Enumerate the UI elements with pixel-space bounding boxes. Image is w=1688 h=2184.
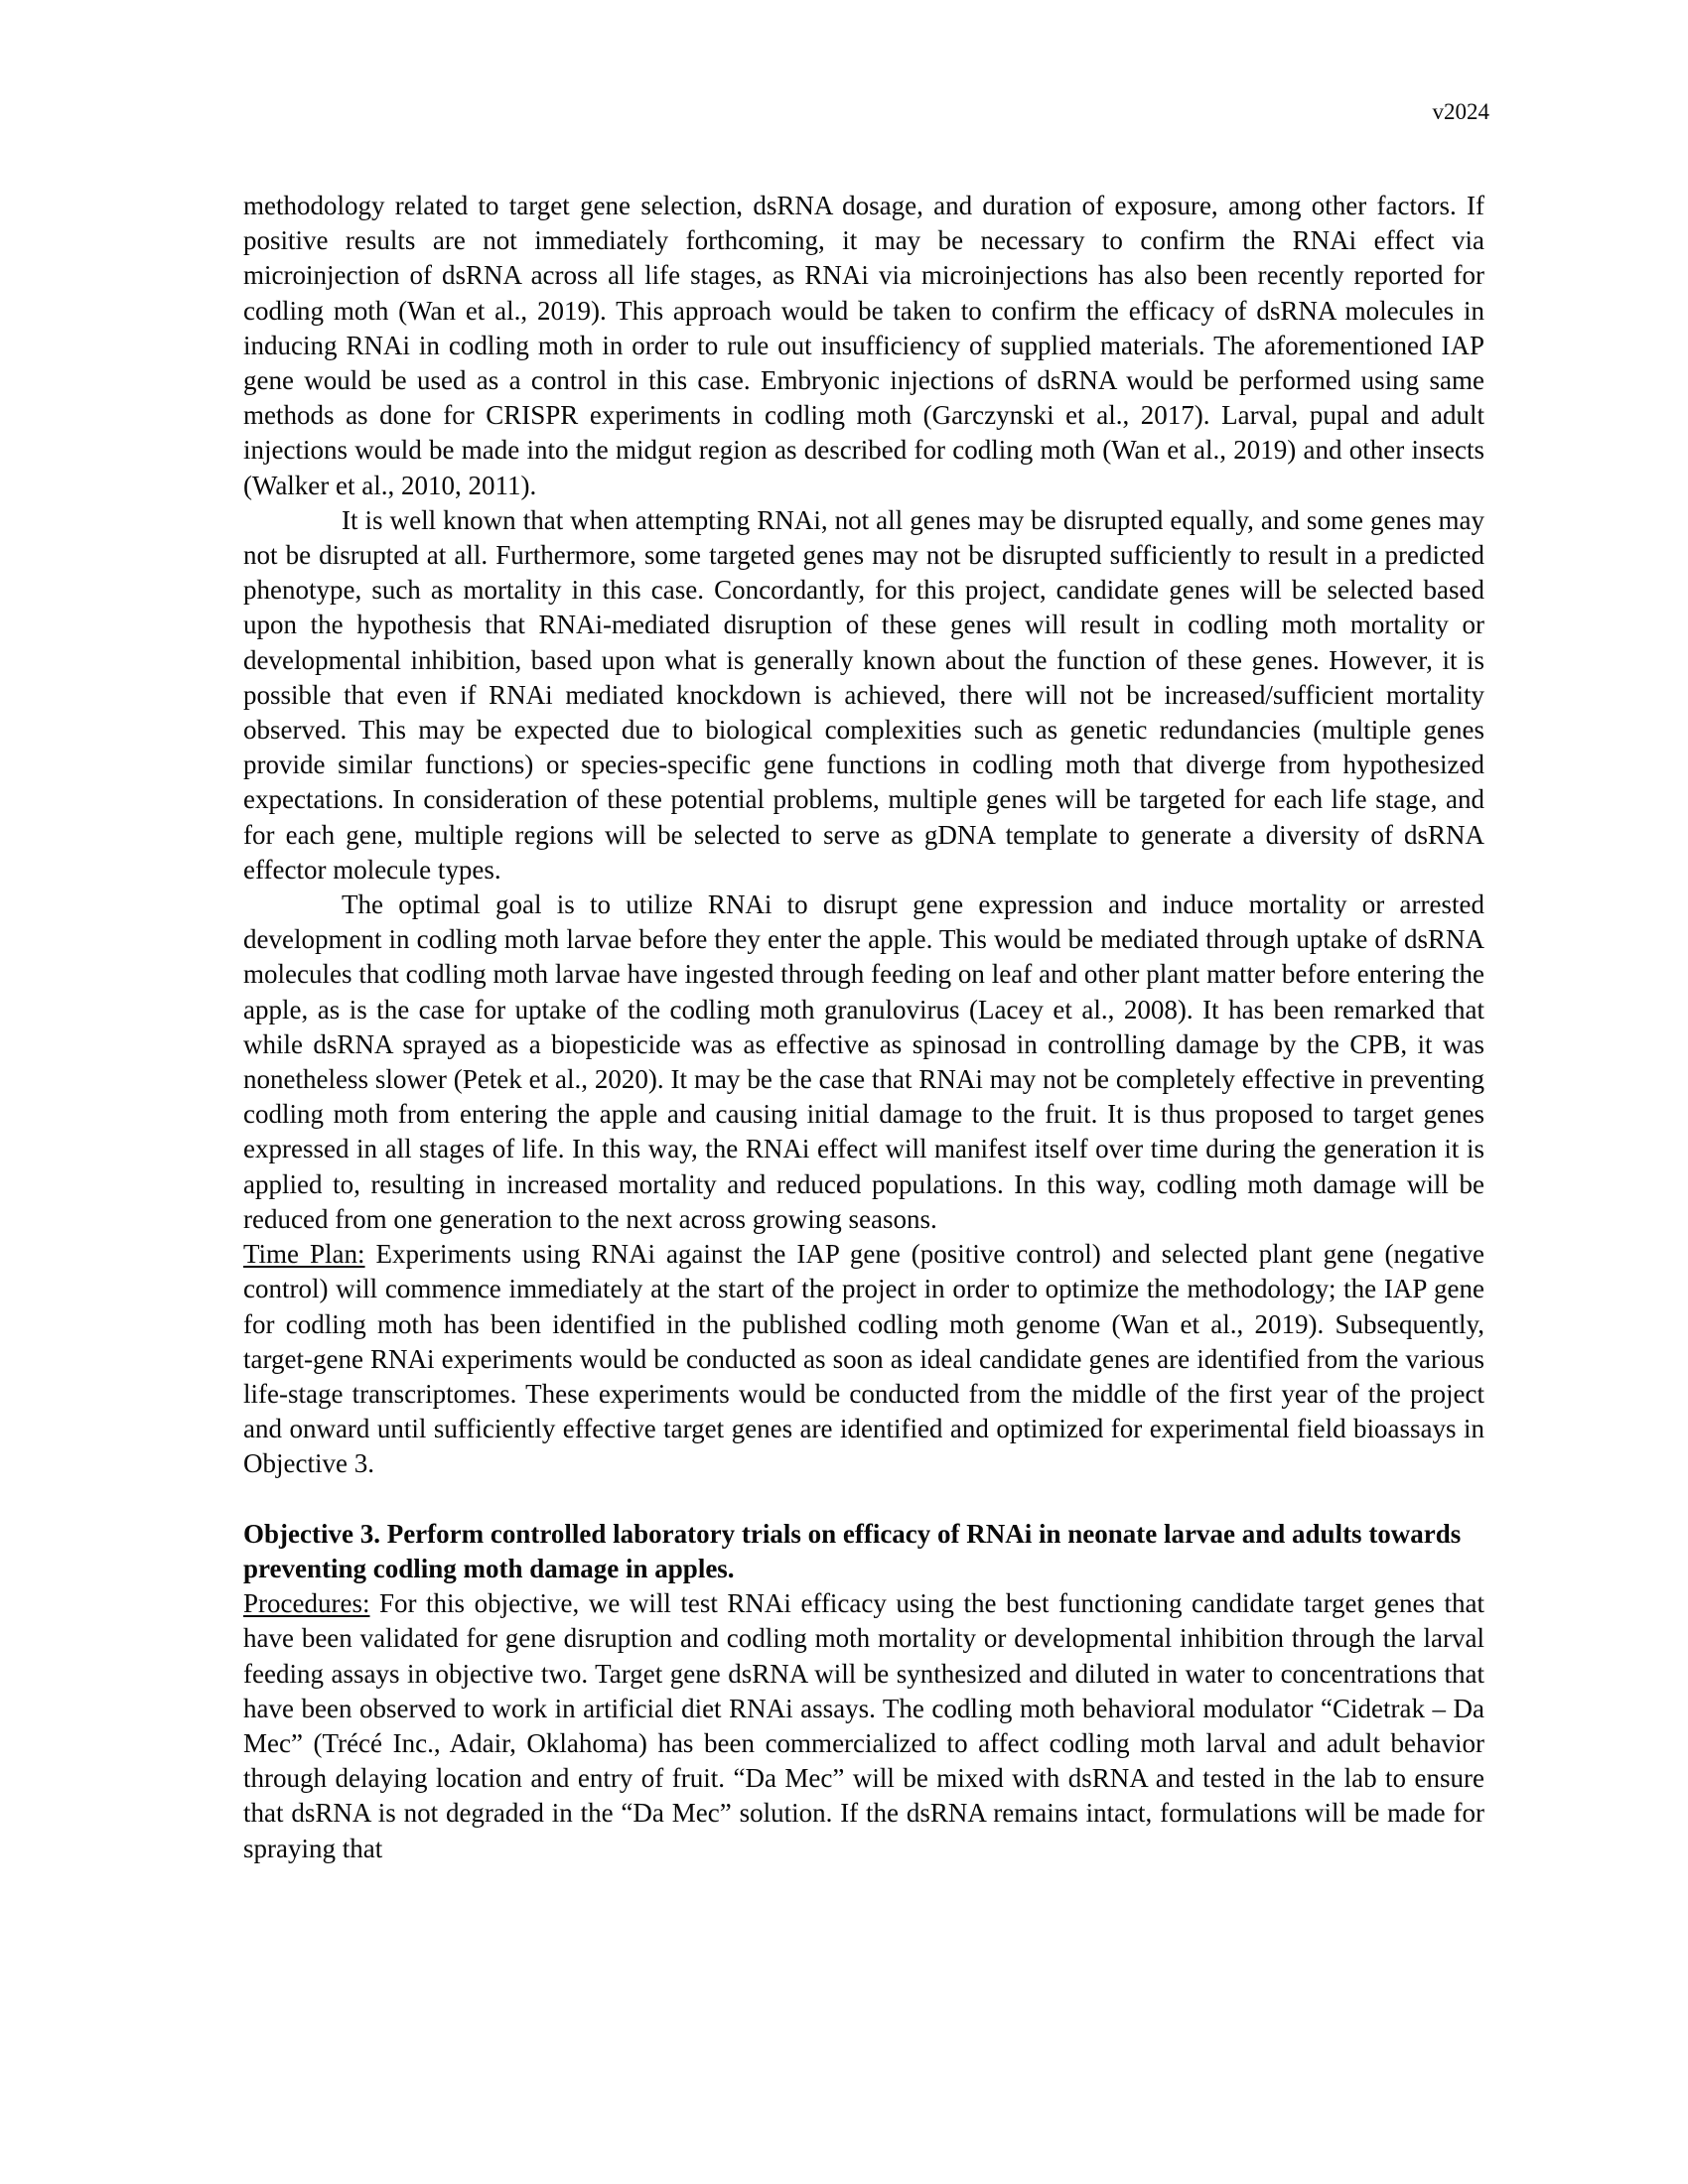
document-body: [243, 189, 1484, 1866]
paragraph-optimal-goal: [243, 887, 1484, 1237]
paragraph-text: Experiments using RNAi against the IAP gene (positive control) and selected plant gene (negative control) will commence immediately at the start of the project in order to optimize the methodology; the IAP gene for codling moth has been identified in the published codling moth genome (Wan et al., 2019). Subsequently, target-gene RNAi experiments would be conducted as soon as ideal candidate genes are identified from the various life-stage transcriptomes. These experiments would be conducted from the middle of the first year of the project and onward until sufficiently effective target genes are identified and optimized for experimental field bioassays in Objective 3.: [243, 1239, 1484, 1479]
paragraph-time-plan: [243, 1237, 1484, 1481]
procedures-lead-label: Procedures:: [243, 1588, 370, 1619]
paragraph-procedures: [243, 1586, 1484, 1866]
objective-3-heading: Objective 3. Perform controlled laboratory trials on efficacy of RNAi in neonate larvae and adults towards preventing codling moth damage in apples.: [243, 1518, 1462, 1583]
paragraph-text: For this objective, we will test RNAi efficacy using the best functioning candidate target genes that have been validated for gene disruption and codling moth mortality or developmental inhibition through the larval feeding assays in objective two. Target gene dsRNA will be synthesized and diluted in water to concentrations that have been observed to work in artificial diet RNAi assays. The codling moth behavioral modulator “Cidetrak – Da Mec” (Trécé Inc., Adair, Oklahoma) has been commercialized to affect codling moth larval and adult behavior through delaying location and entry of fruit. “Da Mec” will be mixed with dsRNA and tested in the lab to ensure that dsRNA is not degraded in the “Da Mec” solution. If the dsRNA remains intact, formulations will be made for spraying that: [243, 1588, 1484, 1863]
paragraph-text: It is well known that when attempting RNAi, not all genes may be disrupted equally, and some genes may not be disrupted at all. Furthermore, some targeted genes may not be disrupted sufficiently to result in a predicted phenotype, such as mortality in this case. Concordantly, for this project, candidate genes will be selected based upon the hypothesis that RNAi-mediated disruption of these genes will result in codling moth mortality or developmental inhibition, based upon what is generally known about the function of these genes. However, it is possible that even if RNAi mediated knockdown is achieved, there will not be increased/sufficient mortality observed. This may be expected due to biological complexities such as genetic redundancies (multiple genes provide similar functions) or species-specific gene functions in codling moth that diverge from hypothesized expectations. In consideration of these potential problems, multiple genes will be targeted for each life stage, and for each gene, multiple regions will be selected to serve as gDNA template to generate a diversity of dsRNA effector molecule types.: [243, 504, 1484, 885]
paragraph-methodology-continuation: [243, 189, 1484, 503]
paragraph-text: methodology related to target gene selection, dsRNA dosage, and duration of exposure, among other factors. If positive results are not immediately forthcoming, it may be necessary to confirm the RNAi effect via microinjection of dsRNA across all life stages, as RNAi via microinjections has also been recently reported for codling moth (Wan et al., 2019). This approach would be taken to confirm the efficacy of dsRNA molecules in inducing RNAi in codling moth in order to rule out insufficiency of supplied materials. The aforementioned IAP gene would be used as a control in this case. Embryonic injections of dsRNA would be performed using same methods as done for CRISPR experiments in codling moth (Garczynski et al., 2017). Larval, pupal and adult injections would be made into the midgut region as described for codling moth (Wan et al., 2019) and other insects (Walker et al., 2010, 2011).: [243, 191, 1484, 500]
time-plan-lead-label: Time Plan:: [243, 1239, 365, 1270]
paragraph-rnai-disruption: [243, 503, 1484, 887]
version-label: v2024: [1432, 99, 1489, 124]
paragraph-text: The optimal goal is to utilize RNAi to disrupt gene expression and induce mortality or arrested development in codling moth larvae before they enter the apple. This would be mediated through uptake of dsRNA molecules that codling moth larvae have ingested through feeding on leaf and other plant matter before entering the apple, as is the case for uptake of the codling moth granulovirus (Lacey et al., 2008). It has been remarked that while dsRNA sprayed as a biopesticide was as effective as spinosad in controlling damage by the CPB, it was nonetheless slower (Petek et al., 2020). It may be the case that RNAi may not be completely effective in preventing codling moth from entering the apple and causing initial damage to the fruit. It is thus proposed to target genes expressed in all stages of life. In this way, the RNAi effect will manifest itself over time during the generation it is applied to, resulting in increased mortality and reduced populations. In this way, codling moth damage will be reduced from one generation to the next across growing seasons.: [243, 889, 1484, 1234]
